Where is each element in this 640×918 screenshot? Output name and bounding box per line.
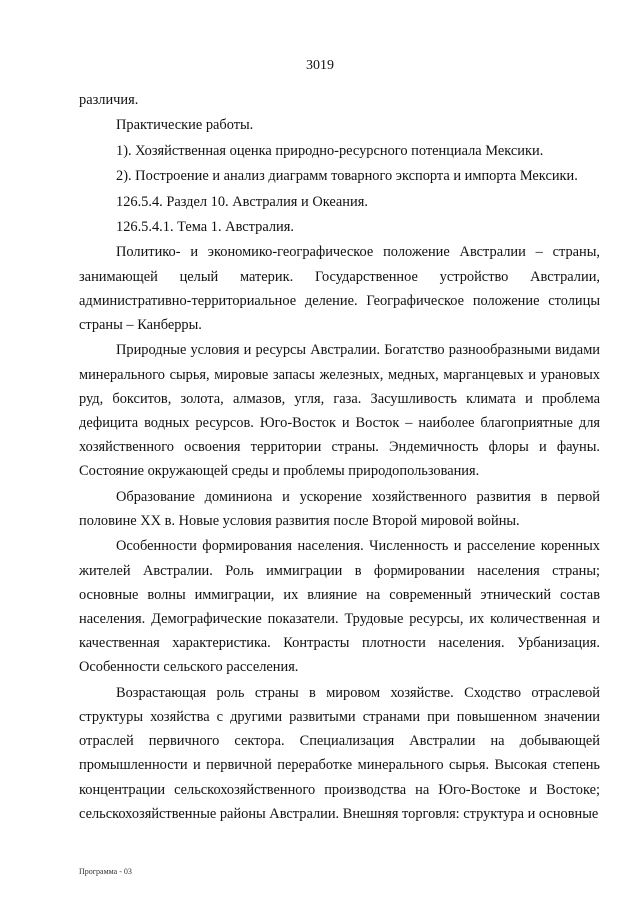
topic-heading: 126.5.4.1. Тема 1. Австралия. bbox=[116, 218, 294, 235]
body-text bbox=[79, 88, 600, 827]
paragraph-dominion-history: Образование доминиона и ускорение хозяйственного развития в первой половине XX в. Новые условия развития после Второй мировой войны. bbox=[79, 488, 600, 529]
paragraph-practical-work-1: 1). Хозяйственная оценка природно-ресурсного потенциала Мексики. bbox=[116, 142, 544, 159]
paragraph-natural-resources: Природные условия и ресурсы Австралии. Богатство разнообразными видами минерального сырья, мировые запасы железных, медных, марганцевых и урановых руд, бокситов, золота, алмазов, угля, газа. Засушливость климата и проблема дефицита водных ресурсов. Юго-Восток и Восток – наиболее благоприятные для хозяйственного освоения территории страны. Эндемичность флоры и фауны. Состояние окружающей среды и проблемы природопользования. bbox=[79, 342, 600, 480]
paragraph-economy: Возрастающая роль страны в мировом хозяйстве. Сходство отраслевой структуры хозяйства с другими развитыми странами при повышенном значении отраслей первичного сектора. Специализация Австралии на добывающей промышленности и первичной переработке минерального сырья. Высокая степень концентрации сельскохозяйственного производства на Юго-Востоке и Востоке; сельскохозяйственные районы Австралии. Внешняя торговля: структура и основные bbox=[79, 684, 600, 822]
paragraph-geographic-position: Политико- и экономико-географическое положение Австралии – страны, занимающей целый материк. Государственное устройство Австралии, административно-территориальное деление. Географическое положение столицы страны – Канберры. bbox=[79, 244, 600, 333]
page-number: 3019 bbox=[306, 58, 334, 73]
footer-label: Программа - 03 bbox=[79, 867, 132, 876]
paragraph-practical-work-2: 2). Построение и анализ диаграмм товарного экспорта и импорта Мексики. bbox=[116, 168, 578, 185]
paragraph-practical-works-heading: Практические работы. bbox=[116, 117, 254, 134]
paragraph-population: Особенности формирования населения. Численность и расселение коренных жителей Австралии. Роль иммиграции в формировании населения страны; основные волны иммиграции, их влияние на современный этнический состав населения. Демографические показатели. Трудовые ресурсы, их количественная и качественная характеристика. Контрасты плотности населения. Урбанизация. Особенности сельского расселения. bbox=[79, 538, 600, 676]
section-heading: 126.5.4. Раздел 10. Австралия и Океания. bbox=[116, 193, 368, 210]
paragraph-continuation: различия. bbox=[79, 92, 139, 108]
